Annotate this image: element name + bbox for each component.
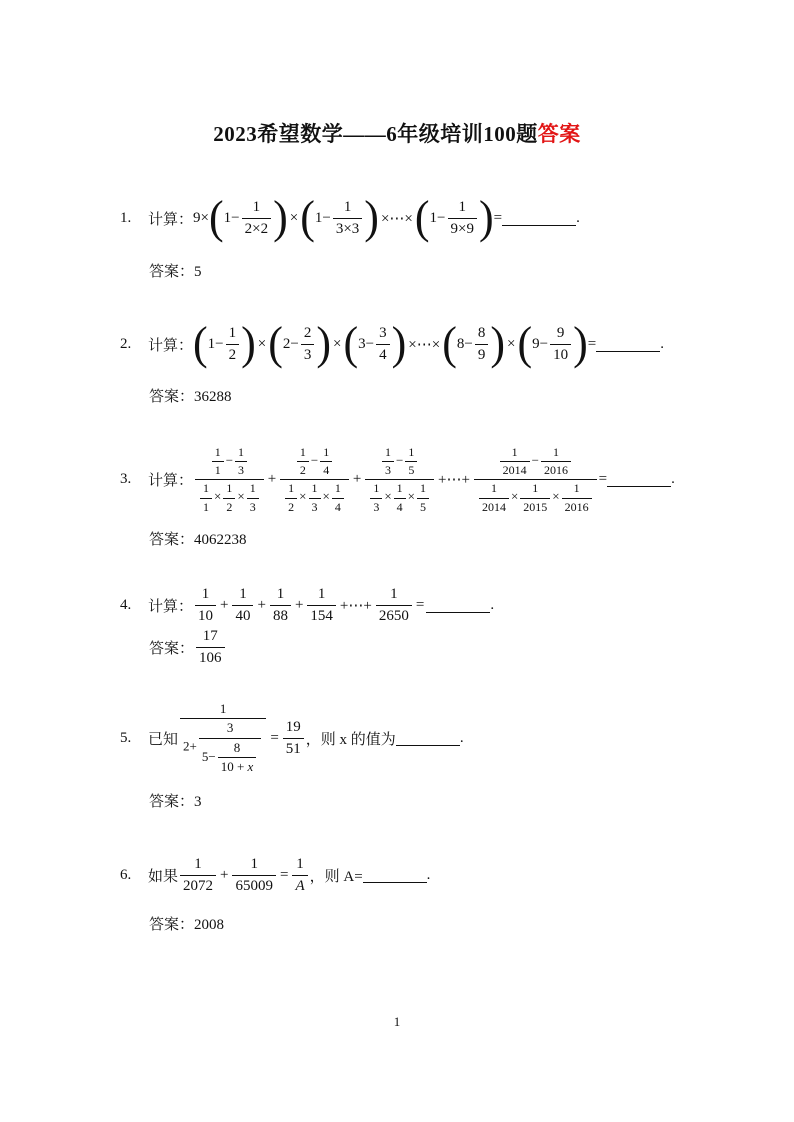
problem-3: 3. 计算： $\frac{1}{1}$ − $\frac{1}{3}$ $\frac{1}{1}$ × $\frac{1}{2}$ × $\frac{1}{3}$ + $\frac{1}{2}$ − $\frac{1}{4}$ $\frac{1}{2}$ × $\frac{1}{3}$ × $\frac{1}{4}$ + $\frac{1}{3}$ − $\frac{1}{5}$ $\frac{1}{3}$ × $\frac{1}{4}$ × $\frac{1}{5}$ +⋯+ $\frac{1}{2014}$ − $\frac{1}{2016}$ $\frac{1}{2014}$ × $\frac{1}{2015}$ × $\frac{1}{2016}$ = . xyxy=(120,445,675,514)
answer-blank xyxy=(363,868,427,883)
answer-blank xyxy=(396,731,460,746)
answer-blank xyxy=(426,598,490,613)
answer-blank xyxy=(607,472,671,487)
answer-3: 答案：4062238 xyxy=(149,532,247,548)
answer-1: 答案：5 xyxy=(149,264,202,280)
answer-2: 答案：36288 xyxy=(149,389,232,405)
page-title: 2023希望数学——6年级培训100题答案 xyxy=(213,122,581,146)
answer-5: 答案：3 xyxy=(149,794,202,810)
problem-5: 5. 已知 1 2+ 3 5− $\frac{8}{10 + x}$ = $\frac{19}{51}$ ，则 x 的值为 . xyxy=(120,701,464,774)
problem-2: 2. 计算： ( 1− 1 2 ) × ( 2− 2 3 ) × ( 3− 3 4 ) ×⋯× ( 8− 8 9 ) × ( 9− 9 10 ) = . xyxy=(120,322,664,366)
page-number: 1 xyxy=(393,1014,401,1029)
answer-blank xyxy=(502,211,576,226)
problem-4: 4. 计算： 1 10 + $\frac{1}{40}$ + $\frac{1}{88}$ + $\frac{1}{154}$ +⋯+ $\frac{1}{2650}$ = . xyxy=(120,586,495,624)
answer-4: 答案： 17 106 xyxy=(149,628,227,666)
problem-1: 1. 计算： 9× ( 1− 1 2×2 ) × ( 1− 1 3×3 ) ×⋯× ( 1− 1 9×9 ) = . xyxy=(120,196,580,240)
problem-6: 6. 如果 1 2072 + $\frac{1}{65009}$ = $\frac{1}{A}$ ，则 A= . xyxy=(120,856,431,894)
title-highlight: 答案 xyxy=(537,122,581,146)
answer-blank xyxy=(596,337,660,352)
answer-6: 答案：2008 xyxy=(149,917,225,933)
